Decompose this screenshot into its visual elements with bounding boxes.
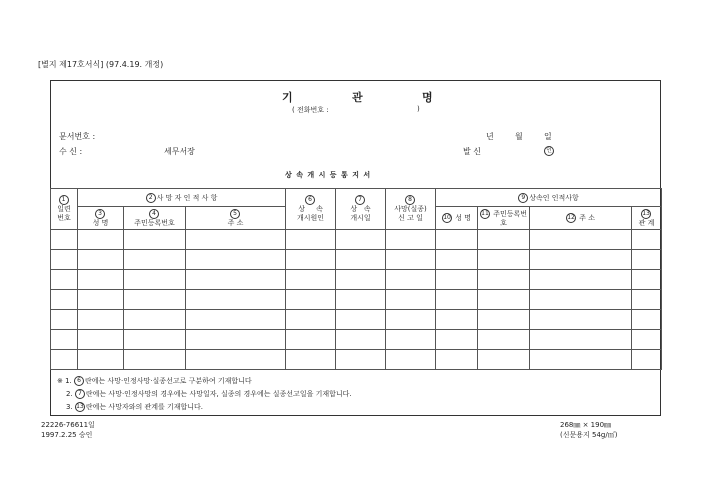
col-serial: 1 일련 번호	[51, 189, 78, 230]
col-name: 3 성 명	[78, 207, 124, 230]
col-heir-group: 9 상속인 인적사항	[436, 189, 662, 207]
col-cause: 6 상 속 개시원인	[286, 189, 336, 230]
sender-label: 발 신	[463, 147, 481, 156]
table-row	[51, 230, 662, 250]
table-row	[51, 250, 662, 270]
footer-approval: 1997.2.25 승인	[41, 431, 93, 439]
note-3: 3. 13 란에는 사망자와의 관계를 기재합니다.	[66, 403, 204, 411]
title-char-2: 관	[352, 91, 365, 104]
footer-paper: (신문용지 54g/㎡)	[560, 431, 618, 439]
col-heir-name: 10 성 명	[436, 207, 478, 230]
form-reference: [별지 제17호서식] (97.4.19. 개정)	[38, 60, 164, 69]
notice-table	[50, 188, 662, 370]
seal-mark	[544, 146, 555, 156]
note-1: ※ 1. 6 란에는 사망·인정사망·실종선고로 구분하여 기재합니다	[57, 377, 252, 385]
footer-code: 22226-76611일	[41, 421, 95, 429]
col-decedent-group: 2 사 망 자 인 적 사 항	[78, 189, 286, 207]
table-row	[51, 330, 662, 350]
col-heir-id: 11 주민등록번호	[478, 207, 530, 230]
recipient-label: 수 신 :	[59, 147, 83, 156]
col-id: 4 주민등록번호	[124, 207, 186, 230]
date-month: 월	[515, 132, 523, 141]
date-year: 년	[486, 132, 494, 141]
note-2: 2. 7 란에는 사망·인정사망의 경우에는 사망일자, 실종의 경우에는 실종선고일을 기재합니다.	[66, 390, 352, 398]
col-cause-date: 7 상 속 개시일	[336, 189, 386, 230]
table-row	[51, 310, 662, 330]
phone-close: )	[417, 105, 420, 113]
title-char-1: 기	[282, 91, 295, 104]
table-row	[51, 290, 662, 310]
table-row	[51, 350, 662, 370]
date-day: 일	[544, 132, 552, 141]
title-char-3: 명	[422, 91, 435, 104]
col-report-date: 8 사망(실종) 신 고 일	[386, 189, 436, 230]
col-heir-address: 12 주 소	[530, 207, 632, 230]
seal-circle-icon: 인	[544, 146, 554, 156]
recipient-value: 세무서장	[164, 147, 195, 156]
form-subtitle: 상 속 개 시 등 통 지 서	[285, 171, 372, 179]
doc-number-label: 문서번호 :	[59, 132, 96, 141]
col-address: 5 주 소	[186, 207, 286, 230]
phone-label: ( 전화번호 :	[292, 106, 329, 114]
footer-size: 268㎜ × 190㎜	[560, 421, 612, 429]
col-heir-relation: 13 관 계	[632, 207, 662, 230]
table-row	[51, 270, 662, 290]
